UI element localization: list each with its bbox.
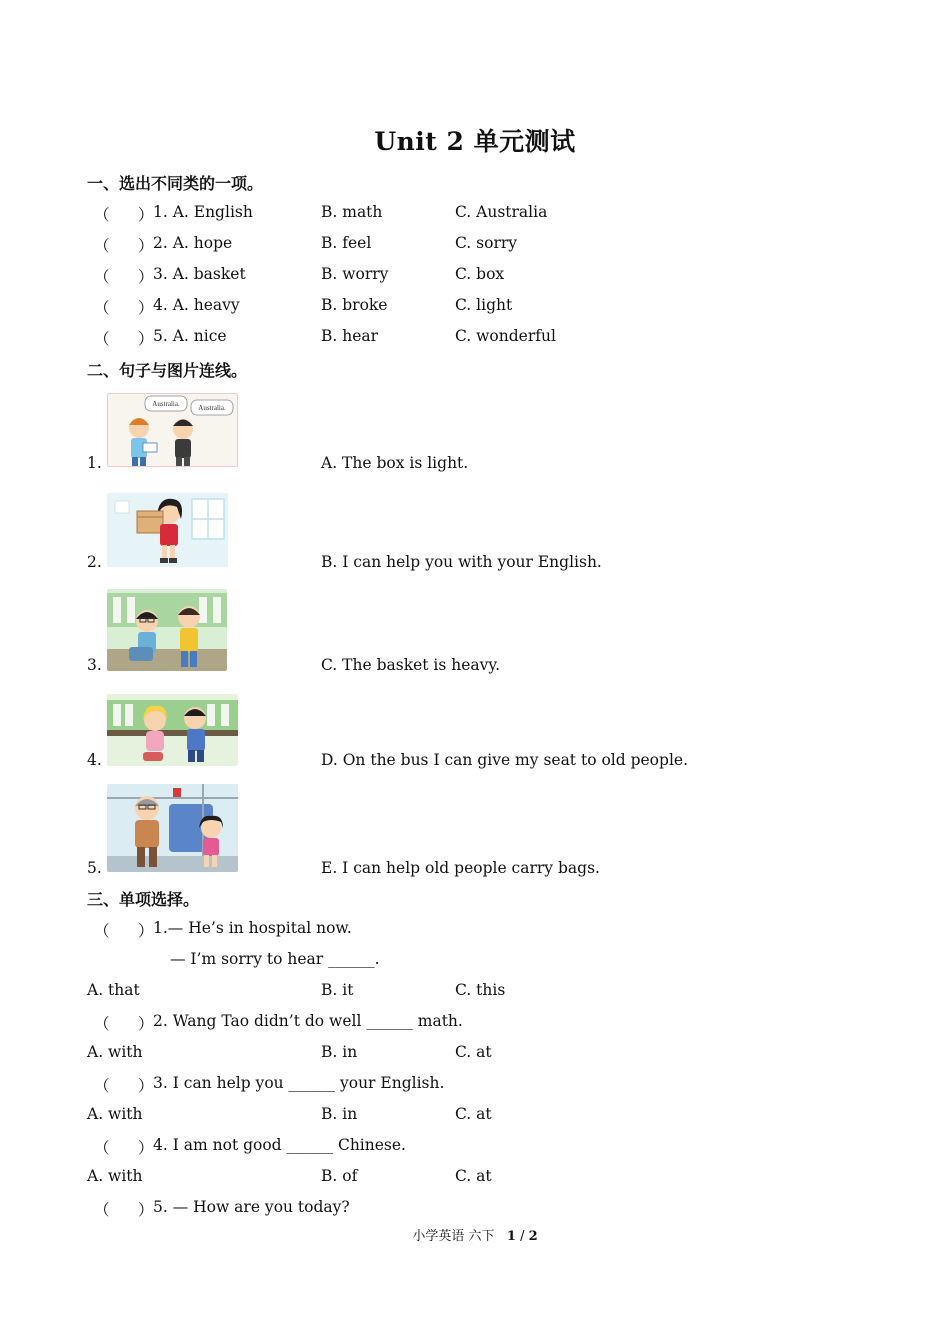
match-number-3: 3. — [87, 656, 102, 674]
answer-paren-close: ） — [138, 922, 154, 940]
s1-item-4 — [0, 296, 950, 320]
s1-option-c: C. sorry — [455, 234, 518, 252]
picture-5-bus-seat — [107, 784, 238, 872]
answer-paren-open: （ — [94, 330, 110, 348]
s3-question-5 — [0, 1198, 950, 1222]
answer-paren-open: （ — [94, 299, 110, 317]
picture-2-girl-with-box — [107, 493, 228, 567]
footer-page-number: 1 — [506, 1229, 516, 1244]
s3-reply-text: — I’m sorry to hear ______. — [170, 950, 380, 968]
s3-option-a: A. with — [87, 1105, 143, 1123]
s3-options-3 — [0, 1105, 950, 1129]
s3-option-a: A. that — [87, 981, 140, 999]
s3-question-1 — [0, 919, 950, 943]
match-sentence-c: C. The basket is heavy. — [321, 656, 501, 674]
s1-option-c: C. wonderful — [455, 327, 556, 345]
s3-option-c: C. at — [455, 1043, 492, 1061]
s3-option-c: C. this — [455, 981, 506, 999]
answer-paren-open: （ — [94, 922, 110, 940]
answer-paren-open: （ — [94, 1077, 110, 1095]
s3-option-b: B. it — [321, 981, 354, 999]
s3-question-text: 4. I am not good ______ Chinese. — [153, 1136, 406, 1154]
answer-paren-open: （ — [94, 237, 110, 255]
match-number-4: 4. — [87, 751, 102, 769]
answer-paren-open: （ — [94, 268, 110, 286]
s3-option-b: B. in — [321, 1043, 358, 1061]
s3-option-b: B. in — [321, 1105, 358, 1123]
s1-option-c: C. light — [455, 296, 513, 314]
answer-paren-close: ） — [138, 1139, 154, 1157]
answer-paren-close: ） — [138, 237, 154, 255]
s3-question-text: 3. I can help you ______ your English. — [153, 1074, 445, 1092]
footer-label: 小学英语 六下 — [412, 1229, 495, 1244]
s3-option-c: C. at — [455, 1105, 492, 1123]
speech-bubble-1: Australia. — [152, 400, 180, 408]
answer-paren-open: （ — [94, 1139, 110, 1157]
match-sentence-d: D. On the bus I can give my seat to old people. — [321, 751, 688, 769]
s1-option-c: C. Australia — [455, 203, 548, 221]
s1-item-1 — [0, 203, 950, 227]
s3-options-2 — [0, 1043, 950, 1067]
s1-option-c: C. box — [455, 265, 505, 283]
answer-paren-close: ） — [138, 206, 154, 224]
answer-paren-close: ） — [138, 1201, 154, 1219]
match-sentence-e: E. I can help old people carry bags. — [321, 859, 600, 877]
s1-option-a: 5. A. nice — [153, 327, 227, 345]
s1-option-b: B. broke — [321, 296, 388, 314]
match-sentence-b: B. I can help you with your English. — [321, 553, 602, 571]
picture-1-kids-talking — [107, 393, 238, 467]
s3-question-text: 1.— He’s in hospital now. — [153, 919, 352, 937]
section-3-heading: 三、单项选择。 — [87, 890, 200, 909]
answer-paren-close: ） — [138, 330, 154, 348]
match-number-1: 1. — [87, 454, 102, 472]
s3-question-3 — [0, 1074, 950, 1098]
s1-item-5 — [0, 327, 950, 351]
s3-option-b: B. of — [321, 1167, 358, 1185]
s3-options-4 — [0, 1167, 950, 1191]
s3-question-4 — [0, 1136, 950, 1160]
match-sentence-a: A. The box is light. — [321, 454, 469, 472]
page-footer — [0, 1225, 950, 1244]
s1-option-b: B. worry — [321, 265, 389, 283]
answer-paren-close: ） — [138, 1077, 154, 1095]
s3-question-text: 2. Wang Tao didn’t do well ______ math. — [153, 1012, 463, 1030]
answer-paren-close: ） — [138, 268, 154, 286]
section-1-heading: 一、选出不同类的一项。 — [87, 174, 264, 193]
match-number-5: 5. — [87, 859, 102, 877]
speech-bubble-2: Australia. — [198, 404, 226, 412]
picture-4-boy-helps-girl — [107, 694, 238, 766]
answer-paren-open: （ — [94, 1201, 110, 1219]
s3-option-a: A. with — [87, 1043, 143, 1061]
section-2-heading: 二、句子与图片连线。 — [87, 361, 248, 380]
answer-paren-open: （ — [94, 1015, 110, 1033]
s3-question-text: 5. — How are you today? — [153, 1198, 350, 1216]
s3-question-2 — [0, 1012, 950, 1036]
s1-item-3 — [0, 265, 950, 289]
s1-option-a: 3. A. basket — [153, 265, 246, 283]
answer-paren-close: ） — [138, 299, 154, 317]
s3-options-1 — [0, 981, 950, 1005]
picture-3-kids-basket — [107, 589, 227, 671]
answer-paren-close: ） — [138, 1015, 154, 1033]
s1-option-a: 1. A. English — [153, 203, 253, 221]
s1-item-2 — [0, 234, 950, 258]
match-number-2: 2. — [87, 553, 102, 571]
answer-paren-open: （ — [94, 206, 110, 224]
s3-option-a: A. with — [87, 1167, 143, 1185]
s3-question-1-reply — [0, 950, 950, 974]
s3-option-c: C. at — [455, 1167, 492, 1185]
s1-option-b: B. math — [321, 203, 383, 221]
s1-option-a: 2. A. hope — [153, 234, 233, 252]
footer-separator: / — [515, 1229, 529, 1244]
page-title: Unit 2 单元测试 — [374, 127, 576, 156]
footer-page-total: 2 — [528, 1229, 538, 1244]
s1-option-b: B. hear — [321, 327, 379, 345]
s1-option-a: 4. A. heavy — [153, 296, 240, 314]
s1-option-b: B. feel — [321, 234, 372, 252]
